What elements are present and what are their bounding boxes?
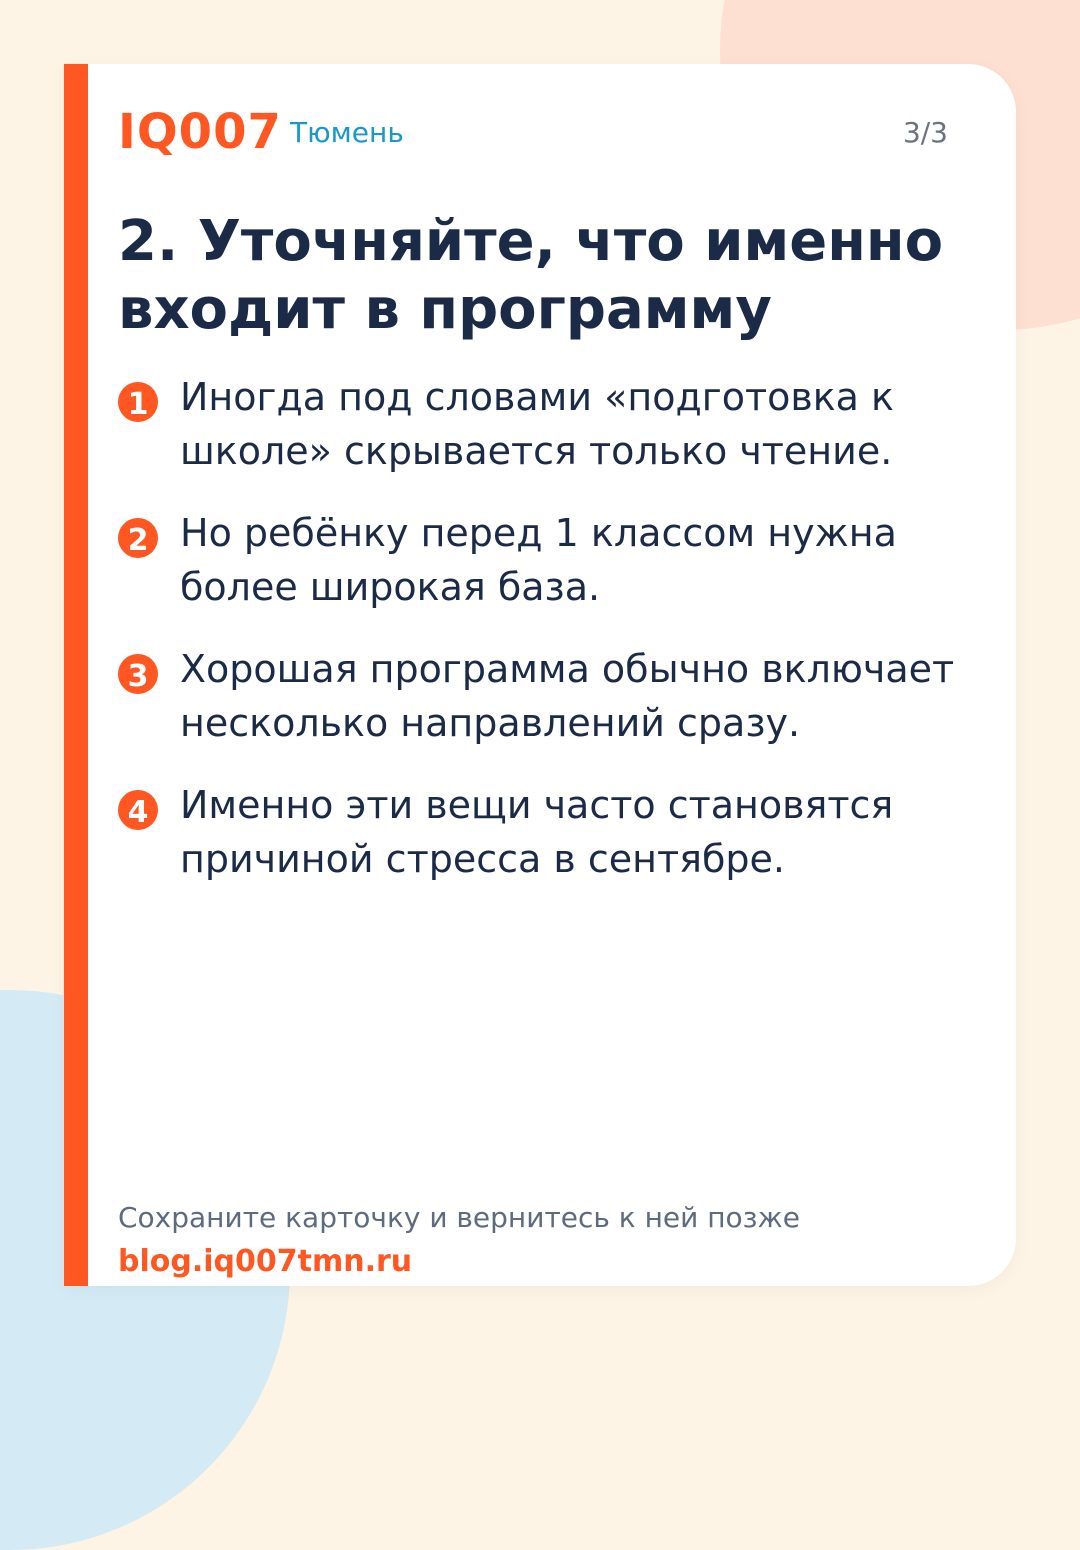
list-item-text: Именно эти вещи часто становятся причиной стресса в сентябре. — [180, 783, 894, 881]
card-accent-stripe — [64, 64, 88, 1286]
number-badge: 3 — [118, 654, 158, 694]
list-item — [118, 778, 978, 886]
list-item-text: Но ребёнку перед 1 классом нужна более широкая база. — [180, 511, 897, 609]
content-card — [64, 64, 1016, 1286]
page-counter: 3/3 — [902, 116, 948, 149]
footer-save-note: Сохраните карточку и вернитесь к ней позже — [118, 1201, 800, 1234]
number-badge: 2 — [118, 518, 158, 558]
number-badge: 4 — [118, 790, 158, 830]
tips-list — [118, 370, 978, 914]
list-item — [118, 370, 978, 478]
list-item — [118, 642, 978, 750]
list-item-text: Иногда под словами «подготовка к школе» скрывается только чтение. — [180, 375, 895, 473]
footer-blog-link[interactable]: blog.iq007tmn.ru — [118, 1244, 413, 1279]
number-badge: 1 — [118, 382, 158, 422]
card-header — [118, 102, 948, 162]
list-item — [118, 506, 978, 614]
city-label: Тюмень — [290, 116, 404, 149]
card-title: 2. Уточняйте, что именно входит в программу — [118, 209, 944, 342]
brand-logo: IQ007 — [118, 104, 282, 160]
list-item-text: Хорошая программа обычно включает несколько направлений сразу. — [180, 647, 955, 745]
